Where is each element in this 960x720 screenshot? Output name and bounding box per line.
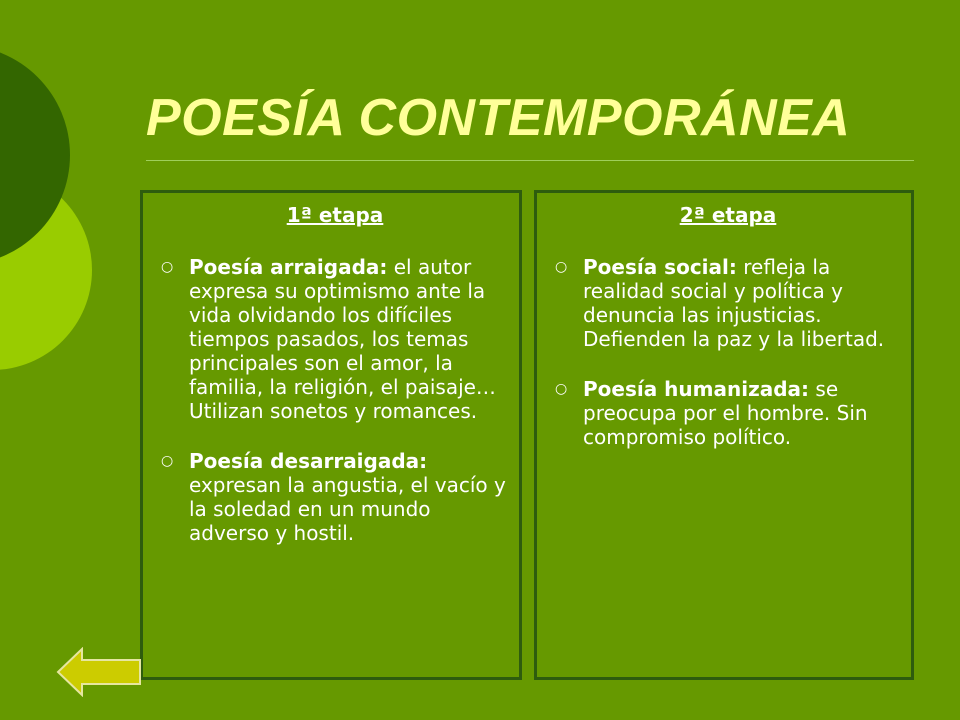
decorative-circles [0, 0, 140, 420]
slide-title: POESÍA CONTEMPORÁNEA [146, 89, 851, 147]
bullet-icon: ○ [555, 259, 568, 275]
light-circle [0, 170, 92, 370]
list-item [161, 449, 509, 545]
panel-first-stage [140, 190, 522, 680]
item-term: Poesía desarraigada: [189, 449, 428, 473]
item-description: refleja la realidad social y política y denuncia las injusticias. Defienden la paz y la libertad. [583, 255, 885, 351]
item-description: el autor expresa su optimismo ante la vida olvidando los difíciles tiempos pasados, los temas principales son el amor, la familia, la religión, el paisaje… Utilizan sonetos y romances. [189, 255, 496, 423]
bullet-icon: ○ [555, 381, 568, 397]
item-text [189, 255, 509, 423]
item-text [583, 255, 901, 351]
bullet-icon: ○ [161, 259, 174, 275]
column-heading: 1ª etapa [286, 203, 384, 227]
item-text [189, 449, 509, 545]
item-text [583, 377, 901, 449]
bullet-icon: ○ [161, 453, 174, 469]
list-item [161, 255, 509, 423]
panel-second-stage [534, 190, 914, 680]
list-item [555, 255, 901, 351]
item-term: Poesía social: [583, 255, 737, 279]
item-description: se preocupa por el hombre. Sin compromiso político. [583, 377, 868, 449]
item-description: expresan la angustia, el vacío y la soledad en un mundo adverso y hostil. [189, 473, 506, 545]
column-heading: 2ª etapa [679, 203, 777, 227]
item-term: Poesía arraigada: [189, 255, 388, 279]
dark-circle [0, 45, 70, 265]
list-item [555, 377, 901, 449]
left-arrow-icon[interactable] [56, 647, 142, 697]
title-divider [146, 160, 914, 161]
item-term: Poesía humanizada: [583, 377, 810, 401]
